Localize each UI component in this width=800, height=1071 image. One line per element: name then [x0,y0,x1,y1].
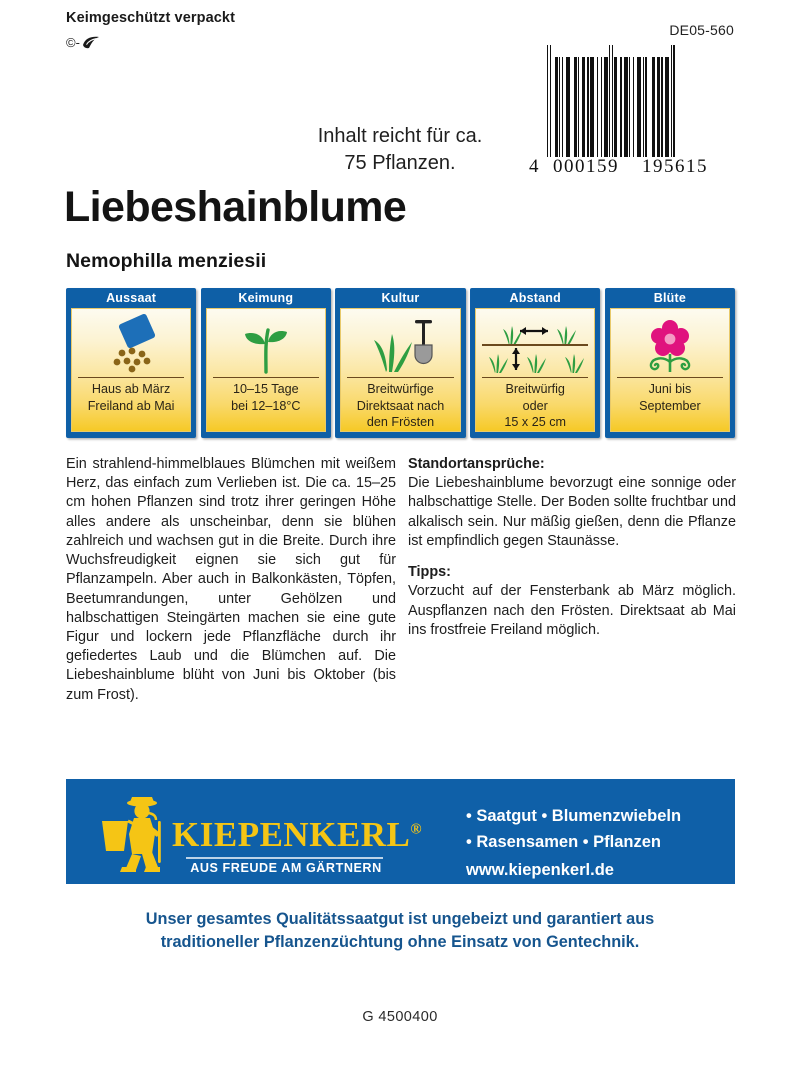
soil-line [347,377,453,378]
copyright-mark [66,35,235,50]
info-box-title: Blüte [653,291,687,305]
germ-protection-label: Keimgeschützt verpackt [66,10,236,26]
plant-common-name: Liebeshainblume [64,183,407,231]
info-box-abstand [470,288,600,438]
product-code: G 4500400 [362,1009,438,1025]
barcode-digits-left: 000159 [553,156,619,177]
barcode-digit-lead: 4 [529,156,540,177]
guarantee-line-2: traditioneller Pflanzenzüchtung ohne Einsatz von Gentechnik. [160,932,640,951]
contents-line-1: Inhalt reicht für ca. [317,125,483,147]
grass-and-spade-icon [341,314,459,376]
info-box-title: Aussaat [106,291,157,305]
flower-icon [611,314,729,376]
header-left [66,10,235,50]
info-box-text: 10–15 Tage bei 12–18°C [231,382,301,413]
soil-line [482,377,588,378]
soil-line [78,377,184,378]
article-number: DE05-560 [669,22,734,38]
info-box-text: Breitwürfige Direktsaat nach den Frösten [356,382,445,430]
info-box-text: Haus ab März Freiland ab Mai [87,382,175,413]
brand-wordmark [172,815,422,855]
location-text: Die Liebeshainblume bevorzugt eine sonnige oder halbschattige Stelle. Der Boden sollte fruchtbar und alkalisch sein. Nur mäßig gießen, denn die Pflanze ist empfindlich gegen Staunässe. [408,475,736,549]
soil-line [617,377,723,378]
category-line-1: • Saatgut • Blumenzwiebeln [466,807,682,825]
copyright-text: ©- [66,35,80,50]
info-box-kultur [335,288,465,438]
plant-botanical-name: Nemophilla menziesii [66,250,267,272]
kiepenkerl-logo [86,791,423,875]
plant-spacing-icon [476,314,594,376]
column-spacer [408,551,736,563]
leaf-flame-icon [81,36,101,49]
quality-guarantee [0,908,800,954]
brand-name: KIEPENKERL [172,815,411,854]
contents-yield [0,123,800,176]
soil-line [213,377,319,378]
kiepenkerl-figure-icon [86,791,182,873]
description-text: Ein strahlend-himmelblaues Blümchen mit weißem Herz, das einfach zum Verlieben ist. Die ca. 15–25 cm hohen Pflanzen sind trotz ihrer geringen Höhe alles andere als unscheinbar, denn sie blühen zahlreich und wachsen gut in die Breite. Durch ihre Wuchsfreudigkeit eignen sie sich gut für Pflanzampeln. Aber auch in Balkonkästen, Töpfen, Beetumrandungen, unter Gehölzen und halbschattigen Steingärten machen sie eine gute Figur und lockern jede Pflanzfläche durch ihr gefiedertes Laub und die Blümchen auf. Die Liebeshainblume blüht von Juni bis Oktober (bis zum Frost). [66,456,396,703]
contents-line-2: 75 Pflanzen. [344,151,456,174]
seed-scattering-icon [72,314,190,376]
logo-divider [186,857,383,859]
guarantee-line-1: Unser gesamtes Qualitätssaatgut ist ungebeizt und garantiert aus [145,910,655,928]
info-box-text: Juni bis September [639,382,701,413]
info-box-keimung [201,288,331,438]
seedling-icon [207,314,325,376]
brand-slogan: AUS FREUDE AM GÄRTNERN [190,861,382,875]
tips-text: Vorzucht auf der Fensterbank ab März möglich. Auspflanzen nach den Frösten. Direktsaat ab Mai ins frostfreie Freiland möglich. [408,583,736,638]
brand-banner [66,779,735,884]
info-box-text: Breitwürfig oder 15 x 25 cm [504,382,567,430]
tips-heading: Tipps: [408,564,451,581]
registered-mark: ® [410,821,423,838]
right-column [408,455,736,640]
brand-website[interactable]: www.kiepenkerl.de [466,861,614,879]
info-box-aussaat [66,288,196,438]
info-box-bluete [605,288,735,438]
barcode-digits-right: 195615 [642,156,708,177]
cultivation-info-boxes [66,288,735,438]
location-heading: Standortansprüche: [408,456,545,472]
product-categories [466,803,681,855]
info-box-title: Keimung [238,291,294,305]
info-box-title: Kultur [381,291,420,305]
category-line-2: • Rasensamen • Pflanzen [466,833,661,852]
info-box-title: Abstand [509,291,561,305]
